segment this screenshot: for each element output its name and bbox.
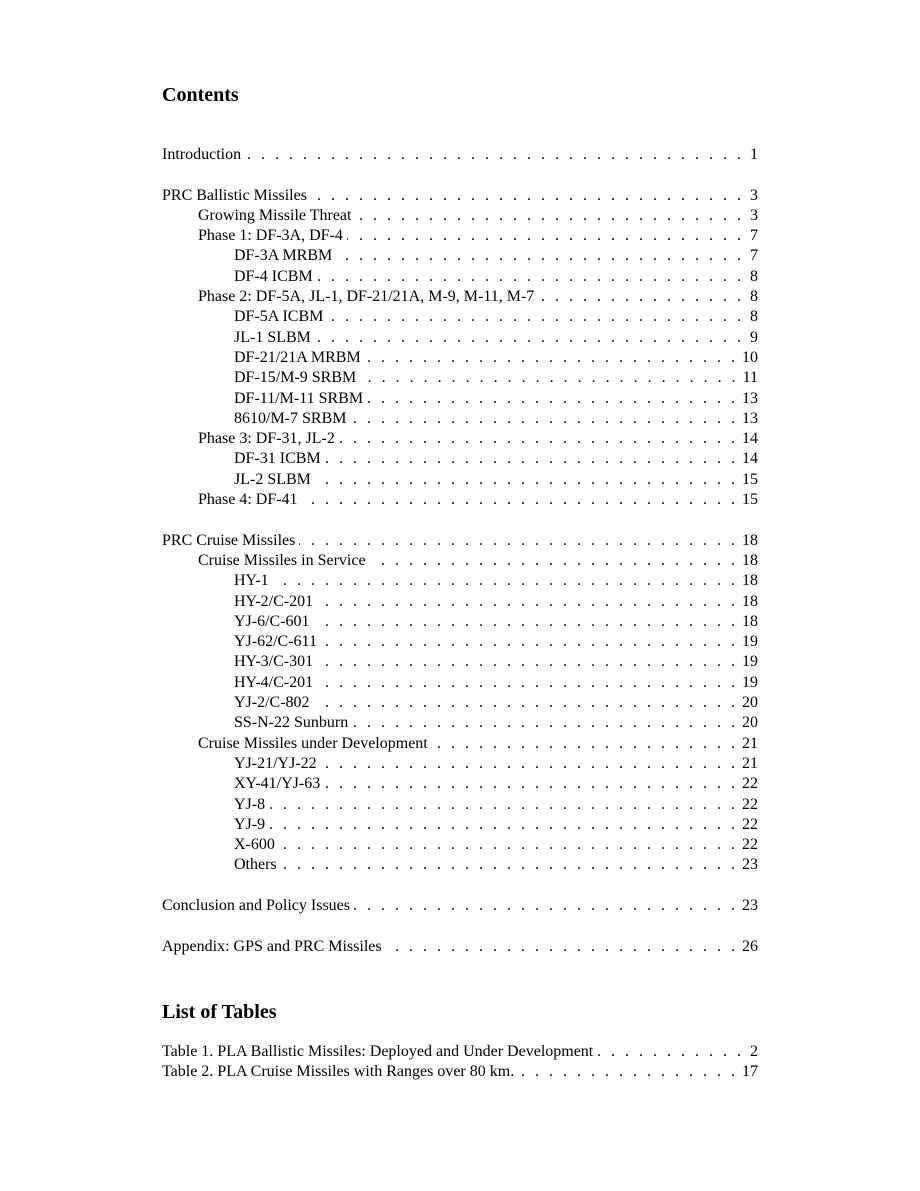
toc-entry-page-number: 22: [742, 815, 758, 833]
dot-leader: [324, 774, 738, 794]
toc-entry-title: SS-N-22 Sunburn: [234, 714, 349, 732]
toc-entry-page-number: 13: [742, 409, 758, 427]
toc-entry-title: 8610/M-7 SRBM: [234, 409, 347, 427]
dot-leader: [314, 693, 738, 713]
dot-leader: [325, 449, 738, 469]
toc-entry-title: HY-2/C-201: [234, 592, 314, 610]
toc-entry[interactable]: [162, 693, 758, 713]
toc-entry[interactable]: [162, 937, 758, 957]
toc-entry-page-number: 18: [742, 531, 758, 549]
toc-entry-page-number: 3: [750, 186, 758, 204]
toc-entry-page-number: 19: [742, 653, 758, 671]
toc-entry[interactable]: [162, 328, 758, 348]
dot-leader: [339, 429, 738, 449]
toc-entry[interactable]: [162, 307, 758, 327]
dot-leader: [311, 186, 744, 206]
dot-leader: [347, 226, 744, 246]
toc-entry-title: DF-15/M-9 SRBM: [234, 369, 357, 387]
toc-entry[interactable]: [162, 734, 758, 754]
toc-entry[interactable]: [162, 348, 758, 368]
toc-entry-page-number: 15: [742, 470, 758, 488]
toc-entry-page-number: 18: [742, 592, 758, 610]
toc-entry-page-number: 19: [742, 633, 758, 651]
toc-entry[interactable]: [162, 246, 758, 266]
dot-leader: [327, 307, 744, 327]
toc-entry-page-number: 7: [750, 247, 758, 265]
toc-entry-title: X-600: [234, 836, 275, 854]
toc-entry-title: YJ-8: [234, 795, 266, 813]
toc-entry[interactable]: [162, 551, 758, 571]
toc-entry-page-number: 1: [750, 146, 758, 163]
toc-entry[interactable]: [162, 368, 758, 388]
toc-entry-title: YJ-21/YJ-22: [234, 754, 317, 772]
toc-entry-page-number: 21: [742, 734, 758, 752]
toc-entry[interactable]: [162, 673, 758, 693]
dot-leader: [336, 246, 744, 266]
toc-entry-page-number: 8: [750, 267, 758, 285]
toc-entry[interactable]: [162, 470, 758, 490]
toc-entry-title: DF-4 ICBM: [234, 267, 313, 285]
dot-leader: [370, 551, 738, 571]
toc-entry-title: Cruise Missiles under Development: [198, 734, 428, 752]
toc-entry-page-number: 22: [742, 795, 758, 813]
toc-entry-title: DF-31 ICBM: [234, 450, 321, 468]
dot-leader: [281, 855, 738, 875]
dot-leader: [518, 1062, 738, 1082]
dot-leader: [317, 673, 738, 693]
dot-leader: [350, 409, 738, 429]
toc-entry-title: Phase 4: DF-41: [198, 491, 298, 509]
toc-entry-page-number: 10: [742, 348, 758, 366]
dot-leader: [302, 490, 738, 510]
toc-entry-title: Phase 3: DF-31, JL-2: [198, 430, 335, 448]
toc-entry[interactable]: [162, 612, 758, 632]
toc-entry-title: DF-3A MRBM: [234, 247, 333, 265]
toc-entry-title: Phase 1: DF-3A, DF-4: [198, 227, 343, 245]
toc-entry[interactable]: [162, 389, 758, 409]
table-list-entry[interactable]: [162, 1042, 758, 1062]
toc-entry[interactable]: [162, 449, 758, 469]
dot-leader: [279, 835, 738, 855]
toc-entry[interactable]: [162, 226, 758, 246]
toc-entry[interactable]: [162, 186, 758, 206]
dot-leader: [354, 896, 738, 916]
toc-entry-page-number: 15: [742, 491, 758, 509]
dot-leader: [352, 713, 738, 733]
toc-entry[interactable]: [162, 795, 758, 815]
dot-leader: [355, 206, 744, 226]
toc-entry-title: DF-21/21A MRBM: [234, 348, 361, 366]
toc-entry-page-number: 14: [742, 450, 758, 468]
toc-entry-title: Others: [234, 856, 277, 874]
dot-leader: [269, 815, 738, 835]
toc-entry-title: HY-1: [234, 572, 269, 590]
dot-leader: [269, 795, 738, 815]
toc-entry-title: Conclusion and Policy Issues: [162, 896, 350, 914]
toc-entry-page-number: 18: [742, 551, 758, 569]
toc-entry-page-number: 11: [742, 369, 758, 387]
toc-entry[interactable]: [162, 571, 758, 591]
toc-entry[interactable]: [162, 896, 758, 916]
toc-entry[interactable]: [162, 206, 758, 226]
toc-entry-page-number: 22: [742, 775, 758, 793]
toc-entry-title: Table 1. PLA Ballistic Missiles: Deployed and Under Development: [162, 1043, 594, 1060]
toc-entry-page-number: 23: [742, 856, 758, 874]
dot-leader: [245, 145, 744, 165]
toc-entry-title: YJ-6/C-601: [234, 612, 310, 630]
toc-entry-page-number: 18: [742, 572, 758, 590]
toc-entry-page-number: 17: [742, 1063, 758, 1081]
toc-entry-title: DF-11/M-11 SRBM: [234, 389, 364, 407]
dot-leader: [321, 754, 738, 774]
toc-entry-title: Growing Missile Threat: [198, 206, 352, 224]
toc-entry-title: Table 2. PLA Cruise Missiles with Ranges over 80 km.: [162, 1063, 515, 1081]
toc-entry-page-number: 26: [742, 937, 758, 955]
toc-entry[interactable]: [162, 774, 758, 794]
dot-leader: [360, 368, 738, 388]
toc-entry[interactable]: [162, 145, 758, 165]
dot-leader: [538, 287, 744, 307]
toc-entry-page-number: 8: [750, 308, 758, 326]
toc-entry-title: Introduction: [162, 146, 242, 163]
toc-entry-title: PRC Ballistic Missiles: [162, 186, 307, 204]
dot-leader: [367, 389, 738, 409]
toc-entry-title: JL-2 SLBM: [234, 470, 311, 488]
toc-entry-page-number: 23: [742, 896, 758, 914]
toc-entry-page-number: 8: [750, 288, 758, 306]
toc-entry[interactable]: [162, 267, 758, 287]
toc-entry-page-number: 20: [742, 714, 758, 732]
toc-entry[interactable]: [162, 713, 758, 733]
toc-entry-title: YJ-9: [234, 815, 266, 833]
dot-leader: [315, 328, 744, 348]
dot-leader: [317, 267, 744, 287]
list-of-tables: [162, 1042, 758, 1083]
toc-entry[interactable]: [162, 835, 758, 855]
table-of-contents: [162, 145, 758, 957]
contents-heading: Contents: [162, 84, 239, 106]
dot-leader: [273, 571, 738, 591]
toc-entry[interactable]: [162, 287, 758, 307]
toc-entry-title: HY-4/C-201: [234, 673, 314, 691]
toc-entry-page-number: 14: [742, 430, 758, 448]
toc-entry-title: YJ-2/C-802: [234, 694, 310, 712]
toc-entry-page-number: 22: [742, 836, 758, 854]
dot-leader: [317, 592, 738, 612]
list-of-tables-heading: List of Tables: [162, 1001, 277, 1023]
toc-entry[interactable]: [162, 815, 758, 835]
toc-entry[interactable]: [162, 754, 758, 774]
toc-entry-title: DF-5A ICBM: [234, 308, 324, 326]
dot-leader: [299, 531, 738, 551]
toc-entry-page-number: 7: [750, 227, 758, 245]
dot-leader: [597, 1042, 744, 1062]
toc-entry-page-number: 21: [742, 754, 758, 772]
toc-entry-page-number: 9: [750, 328, 758, 346]
dot-leader: [432, 734, 738, 754]
toc-entry[interactable]: [162, 409, 758, 429]
toc-entry-title: Phase 2: DF-5A, JL-1, DF-21/21A, M-9, M-11, M-7: [198, 288, 535, 306]
dot-leader: [317, 652, 738, 672]
toc-entry-page-number: 20: [742, 694, 758, 712]
toc-entry-title: HY-3/C-301: [234, 653, 314, 671]
toc-entry-title: YJ-62/C-611: [234, 633, 317, 651]
table-list-entry[interactable]: [162, 1062, 758, 1082]
toc-entry-title: Cruise Missiles in Service: [198, 551, 366, 569]
dot-leader: [386, 937, 738, 957]
toc-entry[interactable]: [162, 531, 758, 551]
toc-entry[interactable]: [162, 652, 758, 672]
toc-entry-title: Appendix: GPS and PRC Missiles: [162, 937, 382, 955]
toc-entry-page-number: 19: [742, 673, 758, 691]
toc-entry[interactable]: [162, 490, 758, 510]
dot-leader: [321, 632, 738, 652]
toc-entry-title: XY-41/YJ-63: [234, 775, 321, 793]
toc-entry-title: PRC Cruise Missiles: [162, 531, 296, 549]
toc-entry[interactable]: [162, 592, 758, 612]
toc-entry-page-number: 3: [750, 206, 758, 224]
dot-leader: [365, 348, 738, 368]
toc-entry-page-number: 2: [750, 1043, 758, 1060]
toc-entry-page-number: 13: [742, 389, 758, 407]
toc-entry-page-number: 18: [742, 612, 758, 630]
toc-entry[interactable]: [162, 632, 758, 652]
dot-leader: [315, 470, 738, 490]
toc-entry[interactable]: [162, 855, 758, 875]
toc-entry[interactable]: [162, 429, 758, 449]
toc-entry-title: JL-1 SLBM: [234, 328, 311, 346]
dot-leader: [314, 612, 738, 632]
